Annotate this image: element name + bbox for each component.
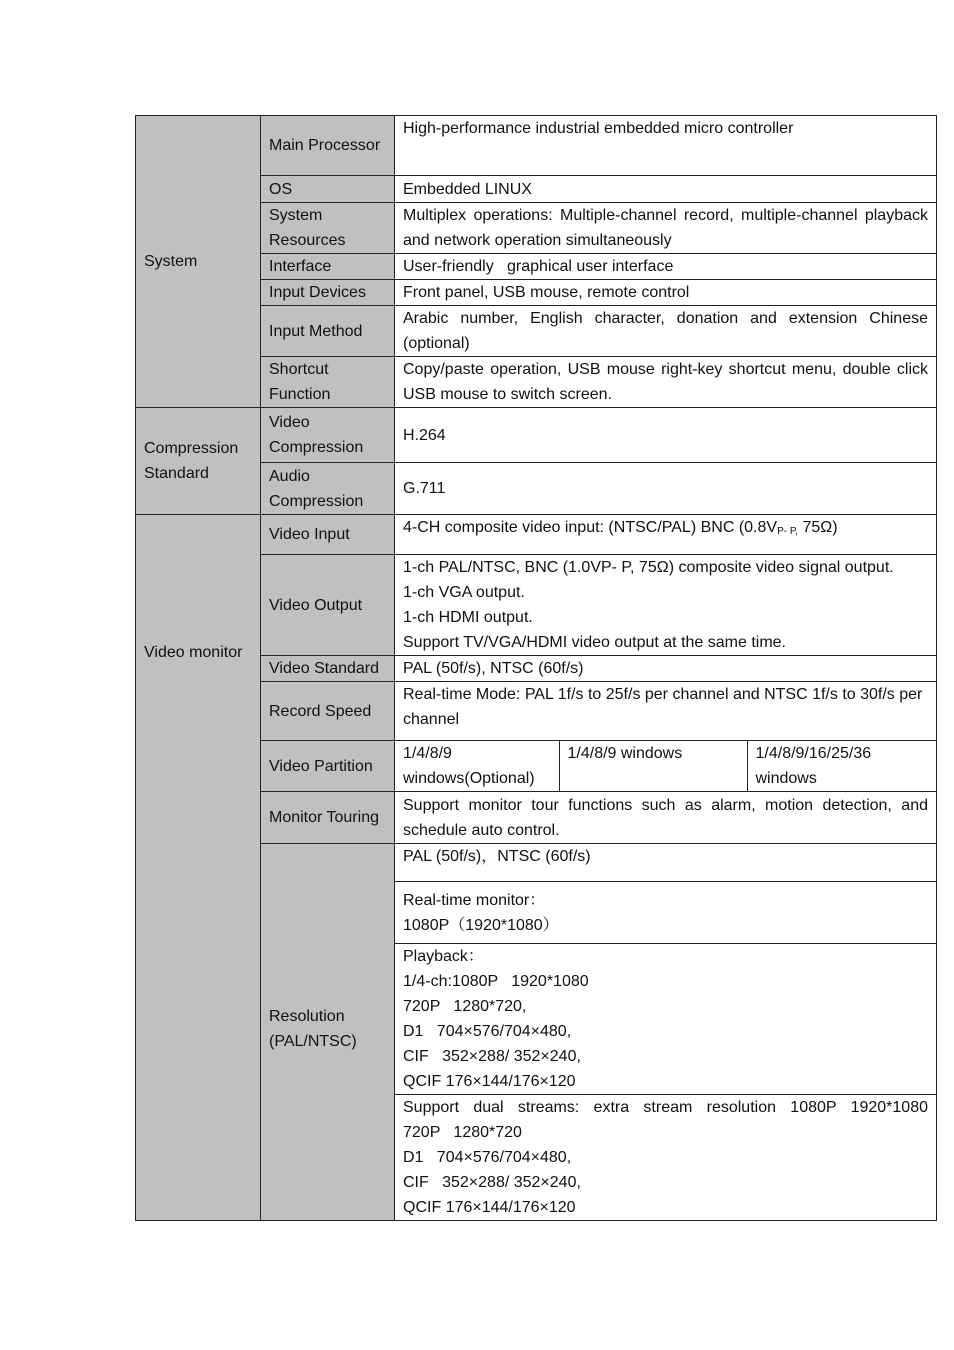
- group-compression-standard: Compression Standard: [136, 408, 261, 515]
- label-video-standard: Video Standard: [261, 656, 395, 682]
- value-audio-compression: G.711: [395, 463, 937, 515]
- value-os: Embedded LINUX: [395, 176, 937, 203]
- partition-option-1: 1/4/8/9 windows(Optional): [395, 741, 559, 791]
- label-resolution: Resolution (PAL/NTSC): [261, 844, 395, 1221]
- label-input-method: Input Method: [261, 306, 395, 357]
- partition-grid: [395, 741, 937, 791]
- value-interface: User-friendly graphical user interface: [395, 254, 937, 280]
- value-video-output: 1-ch PAL/NTSC, BNC (1.0VP- P, 75Ω) composite video signal output. 1-ch VGA output. 1-ch HDMI output. Support TV/VGA/HDMI video output at the same time.: [395, 555, 937, 656]
- value-resolution-playback: Playback： 1/4-ch:1080P 1920*1080 720P 1280*720, D1 704×576/704×480, CIF 352×288/ 352×240, QCIF 176×144/176×120: [395, 944, 937, 1095]
- value-monitor-touring: Support monitor tour functions such as alarm, motion detection, and schedule auto control.: [395, 792, 937, 844]
- label-os: OS: [261, 176, 395, 203]
- partition-option-3: 1/4/8/9/16/25/36 windows: [747, 741, 937, 791]
- value-resolution-dual-streams: Support dual streams: extra stream resolution 1080P 1920*1080 720P 1280*720 D1 704×576/704×480, CIF 352×288/ 352×240, QCIF 176×144/176×120: [395, 1095, 937, 1221]
- value-main-processor: High-performance industrial embedded micro controller: [395, 116, 937, 176]
- value-video-standard: PAL (50f/s), NTSC (60f/s): [395, 656, 937, 682]
- label-main-processor: Main Processor: [261, 116, 395, 176]
- value-shortcut-function: Copy/paste operation, USB mouse right-key shortcut menu, double click USB mouse to switch screen.: [395, 357, 937, 408]
- value-video-partition: [395, 741, 937, 792]
- value-input-devices: Front panel, USB mouse, remote control: [395, 280, 937, 306]
- value-resolution-realtime: Real-time monitor： 1080P（1920*1080）: [395, 882, 937, 944]
- spec-table: [135, 115, 937, 1221]
- value-input-method: Arabic number, English character, donation and extension Chinese (optional): [395, 306, 937, 357]
- value-system-resources: Multiplex operations: Multiple-channel record, multiple-channel playback and network operation simultaneously: [395, 203, 937, 254]
- label-video-input: Video Input: [261, 515, 395, 555]
- label-system-resources: System Resources: [261, 203, 395, 254]
- value-video-compression: H.264: [395, 408, 937, 463]
- value-record-speed: Real-time Mode: PAL 1f/s to 25f/s per channel and NTSC 1f/s to 30f/s per channel: [395, 682, 937, 741]
- label-video-partition: Video Partition: [261, 741, 395, 792]
- label-interface: Interface: [261, 254, 395, 280]
- partition-option-2: 1/4/8/9 windows: [559, 741, 747, 791]
- group-system: System: [136, 116, 261, 408]
- label-input-devices: Input Devices: [261, 280, 395, 306]
- label-audio-compression: Audio Compression: [261, 463, 395, 515]
- label-video-compression: Video Compression: [261, 408, 395, 463]
- label-record-speed: Record Speed: [261, 682, 395, 741]
- label-monitor-touring: Monitor Touring: [261, 792, 395, 844]
- value-resolution-standard: PAL (50f/s)，NTSC (60f/s): [395, 844, 937, 882]
- group-video-monitor: Video monitor: [136, 515, 261, 1221]
- value-video-input: 4-CH composite video input: (NTSC/PAL) BNC ($0.8V_{P- P,}$ 75Ω): [395, 515, 937, 555]
- label-video-output: Video Output: [261, 555, 395, 656]
- label-shortcut-function: Shortcut Function: [261, 357, 395, 408]
